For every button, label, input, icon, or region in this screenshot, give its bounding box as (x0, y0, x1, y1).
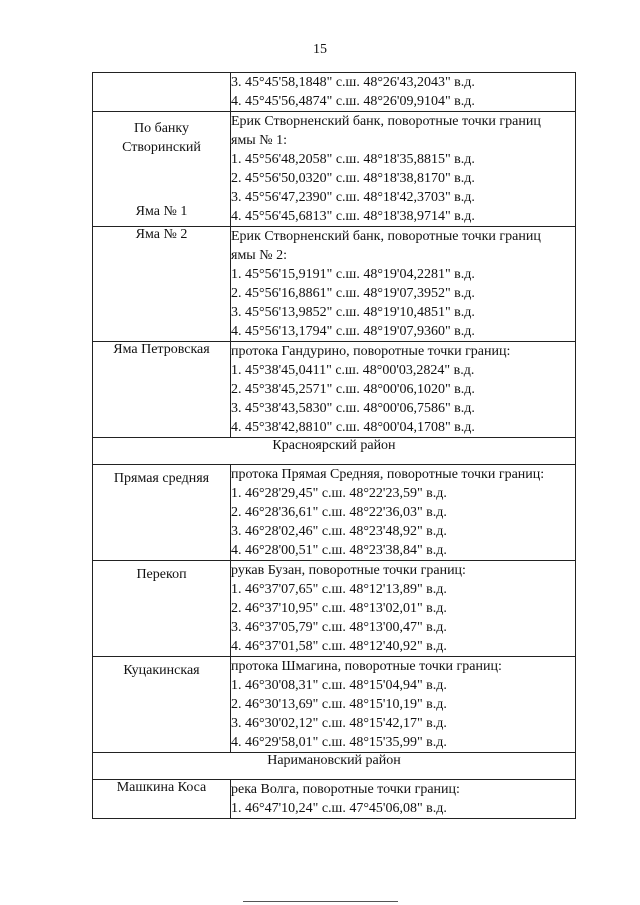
site-name-cell (93, 780, 231, 819)
coordinate-line: 2. 46°37'10,95" с.ш. 48°13'02,01" в.д. (231, 601, 447, 616)
coordinate-line: 3. 45°45'58,1848" с.ш. 48°26'43,2043" в.д. (231, 75, 475, 90)
coordinate-line: 2. 45°56'50,0320" с.ш. 48°18'38,8170" в.д. (231, 171, 475, 186)
description-line: река Волга, поворотные точки границ: (231, 782, 460, 797)
coordinate-line: 3. 45°56'13,9852" с.ш. 48°19'10,4851" в.д. (231, 305, 475, 320)
site-name-cell (93, 227, 231, 342)
coordinate-line: 3. 46°37'05,79" с.ш. 48°13'00,47" в.д. (231, 620, 447, 635)
coordinate-line: 1. 45°56'48,2058" с.ш. 48°18'35,8815" в.д. (231, 152, 475, 167)
coordinate-line: 1. 45°38'45,0411" с.ш. 48°00'03,2824" в.д. (231, 363, 475, 378)
table-row (93, 657, 576, 753)
site-name: Перекоп (136, 567, 187, 582)
coordinate-line: 2. 45°38'45,2571" с.ш. 48°00'06,1020" в.д. (231, 382, 475, 397)
coordinate-line: 1. 46°28'29,45" с.ш. 48°22'23,59" в.д. (231, 486, 447, 501)
description-line: ямы № 2: (231, 248, 287, 263)
description-line: протока Прямая Средняя, поворотные точки границ: (231, 467, 545, 482)
table-row (93, 561, 576, 657)
coordinates-cell (231, 780, 576, 819)
table-row (93, 465, 576, 561)
coordinate-line: 4. 45°56'13,1794" с.ш. 48°19'07,9360" в.д. (231, 324, 475, 339)
description-line: ямы № 1: (231, 133, 287, 148)
coordinate-line: 1. 46°30'08,31" с.ш. 48°15'04,94" в.д. (231, 678, 447, 693)
table-row (93, 342, 576, 438)
coordinate-line: 2. 45°56'16,8861" с.ш. 48°19'07,3952" в.д. (231, 286, 475, 301)
coordinate-line: 2. 46°30'13,69" с.ш. 48°15'10,19" в.д. (231, 697, 447, 712)
coordinates-cell (231, 561, 576, 657)
description-line: Ерик Створненский банк, поворотные точки границ (231, 114, 541, 129)
table-row (93, 227, 576, 342)
coordinate-line: 4. 46°29'58,01" с.ш. 48°15'35,99" в.д. (231, 735, 447, 750)
description-line: протока Гандурино, поворотные точки границ: (231, 344, 511, 359)
coordinates-cell (231, 657, 576, 753)
site-name-cell (93, 657, 231, 753)
site-name: Яма № 1 (135, 204, 188, 219)
site-name-cell (93, 112, 231, 227)
coordinates-cell (231, 73, 576, 112)
region-row (93, 753, 576, 780)
coordinate-line: 1. 46°37'07,65" с.ш. 48°12'13,89" в.д. (231, 582, 447, 597)
page-number: 15 (313, 42, 327, 57)
region-heading: Наримановский район (93, 753, 576, 780)
site-name: Куцакинская (123, 663, 200, 678)
site-name-cell (93, 465, 231, 561)
footer-divider (243, 901, 398, 902)
coordinates-cell (231, 227, 576, 342)
coordinate-line: 3. 45°38'43,5830" с.ш. 48°00'06,7586" в.д. (231, 401, 475, 416)
description-line: рукав Бузан, поворотные точки границ: (231, 563, 466, 578)
site-name: Машкина Коса (116, 780, 207, 795)
bank-name-line: По банку (133, 121, 190, 136)
table-row (93, 112, 576, 227)
description-line: Ерик Створненский банк, поворотные точки границ (231, 229, 541, 244)
site-name: Яма Петровская (113, 342, 210, 357)
coordinate-line: 3. 46°30'02,12" с.ш. 48°15'42,17" в.д. (231, 716, 447, 731)
site-name: Яма № 2 (135, 227, 188, 242)
fishing-sites-table (92, 72, 576, 819)
coordinate-line: 3. 45°56'47,2390" с.ш. 48°18'42,3703" в.д. (231, 190, 475, 205)
region-row (93, 438, 576, 465)
table-row (93, 73, 576, 112)
coordinate-line: 4. 46°28'00,51" с.ш. 48°23'38,84" в.д. (231, 543, 447, 558)
coordinates-cell (231, 112, 576, 227)
coordinate-line: 4. 45°38'42,8810" с.ш. 48°00'04,1708" в.д. (231, 420, 475, 435)
coordinate-line: 3. 46°28'02,46" с.ш. 48°23'48,92" в.д. (231, 524, 447, 539)
table-row (93, 780, 576, 819)
region-heading: Красноярский район (93, 438, 576, 465)
coordinate-line: 4. 45°45'56,4874" с.ш. 48°26'09,9104" в.д. (231, 94, 475, 109)
coordinate-line: 2. 46°28'36,61" с.ш. 48°22'36,03" в.д. (231, 505, 447, 520)
description-line: протока Шмагина, поворотные точки границ: (231, 659, 502, 674)
coordinate-line: 4. 45°56'45,6813" с.ш. 48°18'38,9714" в.д. (231, 209, 475, 224)
coordinates-cell (231, 342, 576, 438)
coordinate-line: 1. 45°56'15,9191" с.ш. 48°19'04,2281" в.д. (231, 267, 475, 282)
bank-name-line: Створинский (122, 140, 201, 155)
site-name: Прямая средняя (113, 471, 210, 486)
site-name-cell (93, 561, 231, 657)
site-name-cell (93, 342, 231, 438)
coordinate-line: 1. 46°47'10,24" с.ш. 47°45'06,08" в.д. (231, 801, 447, 816)
coordinates-cell (231, 465, 576, 561)
site-name-cell (93, 73, 231, 112)
coordinate-line: 4. 46°37'01,58" с.ш. 48°12'40,92" в.д. (231, 639, 447, 654)
